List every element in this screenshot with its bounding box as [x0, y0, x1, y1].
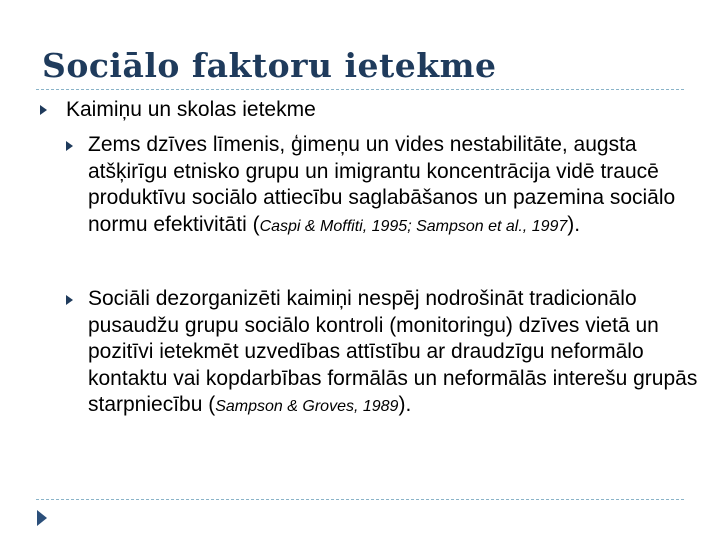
citation-close: ). [567, 212, 581, 236]
slide-title: Sociālo faktoru ietekme [42, 46, 497, 85]
bullet-level1: Kaimiņu un skolas ietekme [66, 98, 316, 121]
citation: Sampson & Groves, 1989 [215, 398, 399, 415]
footer-divider [36, 499, 684, 500]
triangle-bullet-icon [66, 141, 73, 151]
citation: Caspi & Moffiti, 1995; Sampson et al., 1997 [259, 217, 568, 235]
bullet-text: Sociāli dezorganizēti kaimiņi nespēj nodrošināt tradicionālo pusaudžu grupu sociālo kontroli (monitoringu) dzīves vietā un pozitīvi ietekmēt uzvedības attīstību ar draudzīgu neformālo kontaktu vai kopdarbības formālās un neformālās interešu grupās starpniecību [88, 287, 698, 416]
citation-open: ( [246, 212, 260, 236]
bullet-text: Zems dzīves līmenis, ģimeņu un vides nestabilitāte, augsta atšķirīgu etnisko grupu un imigrantu koncentrācija vidē traucē produktīvu sociālo attiecību saglabāšanos un pazemina sociālo normu efektivitāti [88, 133, 676, 236]
triangle-bullet-icon [40, 105, 47, 115]
citation-close: ). [398, 393, 412, 416]
bullet-item-1 [88, 132, 698, 240]
bullet-item-2 [88, 286, 698, 421]
citation-open: ( [202, 393, 216, 416]
corner-triangle-icon [37, 510, 47, 526]
triangle-bullet-icon [66, 295, 73, 305]
title-divider [36, 89, 684, 90]
